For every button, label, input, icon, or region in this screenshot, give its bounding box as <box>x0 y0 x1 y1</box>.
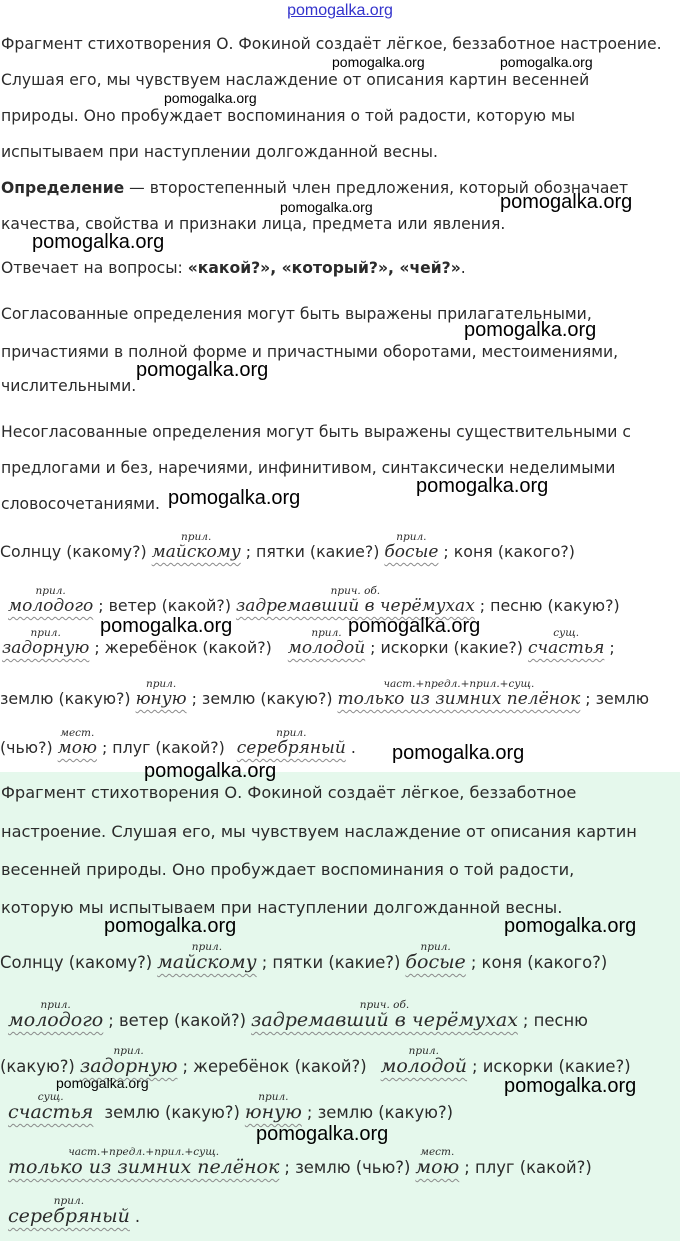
questions-prefix: Отвечает на вопросы: <box>1 259 188 277</box>
question-text: ; коня (какого?) <box>470 953 608 972</box>
agreed-line-3: числительными. <box>1 377 137 395</box>
word: молодого <box>8 1009 104 1031</box>
word: задремавший в черёмухах <box>235 596 475 616</box>
question-text: ; пятки (какие?) <box>245 542 380 561</box>
question-text: ; песню (какую?) <box>479 596 620 615</box>
word: только из зимних пелёнок <box>337 689 581 709</box>
pos-tag: прил. <box>53 1195 85 1207</box>
pos-tag: прич. об. <box>359 999 410 1011</box>
pos-tag: част.+предл.+прил.+сущ. <box>68 1146 220 1158</box>
intro-line-2: Слушая его, мы чувствуем наслаждение от описания картин весенней <box>1 71 590 89</box>
nonagreed-line-1: Несогласованные определения могут быть выражены существительными с <box>1 423 631 441</box>
definition-word <box>157 941 257 973</box>
analysis2-row-3 <box>0 1045 631 1077</box>
watermark: pomogalka.org <box>100 615 233 637</box>
analysis-row-3 <box>0 627 615 658</box>
pos-tag: прил. <box>145 678 177 690</box>
definition-word <box>236 727 346 758</box>
word: задремавший в черёмухах <box>251 1009 518 1031</box>
question-text: ; ветер (какой?) <box>108 1011 247 1030</box>
pos-tag: прил. <box>408 1045 439 1057</box>
word: молодой <box>287 638 366 658</box>
nonagreed-line-3: словосочетаниями. <box>1 495 160 513</box>
question-text: ; плуг (какой?) <box>464 1158 592 1177</box>
nonagreed-line-2: предлогами и без, наречиями, инфинитивом, синтаксически неделимыми <box>1 459 616 477</box>
definition-term: Определение <box>1 179 125 197</box>
pos-tag: част.+предл.+прил.+сущ. <box>383 678 535 690</box>
pos-tag: мест. <box>420 1146 455 1158</box>
punctuation: ; <box>609 638 615 657</box>
watermark: pomogalka.org <box>256 1123 389 1145</box>
pos-tag: прил. <box>30 627 61 639</box>
word: босые <box>384 542 439 562</box>
analysis2-row-2 <box>0 999 588 1031</box>
watermark: pomogalka.org <box>348 615 481 637</box>
analysis2-row-1 <box>0 941 608 973</box>
questions-list: «какой?», «который?», «чей?» <box>187 259 461 277</box>
question-text: ; жеребёнок (какой?) <box>182 1057 367 1076</box>
pos-tag: прил. <box>420 941 451 953</box>
pos-tag: прил. <box>181 531 212 543</box>
question-text: ; землю (какую?) <box>306 1103 454 1122</box>
definition-word <box>337 678 581 709</box>
definition-text: — второстепенный член предложения, который обозначает <box>124 179 629 197</box>
word: босые <box>405 951 466 973</box>
question-text: землю (какую?) <box>104 1103 240 1122</box>
question-text: ; плуг (какой?) <box>101 738 225 757</box>
word: серебряный <box>8 1205 130 1227</box>
pos-tag: прил. <box>396 531 427 543</box>
definition-word <box>251 999 518 1031</box>
punctuation: . <box>350 738 356 757</box>
definition-word <box>79 1045 178 1077</box>
agreed-line-1: Согласованные определения могут быть выражены прилагательными, <box>1 305 592 323</box>
analysis-row-5 <box>0 727 356 758</box>
definition-word <box>8 1195 130 1227</box>
watermark: pomogalka.org <box>464 319 597 341</box>
definition-word <box>384 531 439 562</box>
watermark: pomogalka.org <box>136 359 269 381</box>
word: молодой <box>380 1055 468 1077</box>
question-text: (какую?) <box>0 1057 75 1076</box>
definition-word <box>287 627 366 658</box>
question-text: (чью?) <box>0 738 53 757</box>
analysis2-row-4 <box>0 1091 454 1123</box>
watermark: pomogalka.org <box>144 760 277 782</box>
intro-line-1: Фрагмент стихотворения О. Фокиной создаёт лёгкое, беззаботное настроение. <box>1 35 662 53</box>
pos-tag: прил. <box>113 1045 144 1057</box>
definition-word <box>527 627 605 658</box>
definition-word <box>415 1146 460 1178</box>
pos-tag: прил. <box>40 999 71 1011</box>
site-watermark-top[interactable]: pomogalka.org <box>287 2 393 19</box>
word: мою <box>57 738 97 758</box>
word: серебряный <box>236 738 346 758</box>
definition-word <box>244 1091 302 1123</box>
pos-tag: прил. <box>258 1091 289 1103</box>
question-text: ; землю <box>585 689 650 708</box>
definition-word <box>8 585 94 616</box>
questions-line <box>1 258 466 278</box>
definition-word <box>8 1146 280 1178</box>
word: счастья <box>8 1101 94 1123</box>
question-text: землю (какую?) <box>0 689 131 708</box>
question-text: ; ветер (какой?) <box>98 596 231 615</box>
pos-tag: сущ. <box>37 1091 64 1103</box>
pos-tag: прил. <box>191 941 223 953</box>
definition-word <box>380 1045 468 1077</box>
pos-tag: прил. <box>311 627 342 639</box>
word: юную <box>244 1101 302 1123</box>
intro-line-3: природы. Оно пробуждает воспоминания о той радости, которую мы <box>1 107 576 125</box>
word: юную <box>135 689 187 709</box>
question-text: ; искорки (какие?) <box>472 1057 631 1076</box>
word: счастья <box>527 638 605 658</box>
questions-suffix: . <box>460 259 466 277</box>
intro2-line-3: весенней природы. Оно пробуждает воспоминания о той радости, <box>1 860 575 879</box>
word: молодого <box>8 596 94 616</box>
definition-word <box>8 999 104 1031</box>
pos-tag: сущ. <box>553 627 580 639</box>
agreed-line-2: причастиями в полной форме и причастными оборотами, местоимениями, <box>1 343 619 361</box>
question-text: ; искорки (какие?) <box>370 638 523 657</box>
analysis2-row-5 <box>0 1146 592 1178</box>
watermark: pomogalka.org <box>164 90 257 106</box>
question-text: ; песню <box>522 1011 588 1030</box>
intro2-line-2: настроение. Слушая его, мы чувствуем наслаждение от описания картин <box>1 822 637 841</box>
pos-tag: прич. об. <box>330 585 381 597</box>
word: задорную <box>2 638 90 658</box>
watermark: pomogalka.org <box>332 54 425 70</box>
word: майскому <box>151 542 241 562</box>
definition-word <box>8 1091 94 1123</box>
question-text: ; коня (какого?) <box>443 542 575 561</box>
intro-line-4: испытываем при наступлении долгожданной весны. <box>1 143 438 161</box>
watermark: pomogalka.org <box>168 487 301 509</box>
watermark: pomogalka.org <box>32 231 165 253</box>
analysis-row-4 <box>0 678 650 709</box>
pos-tag: прил. <box>35 585 66 597</box>
question-text: ; пятки (какие?) <box>261 953 401 972</box>
word: мою <box>415 1156 460 1178</box>
intro2-line-4: которую мы испытываем при наступлении долгожданной весны. <box>1 898 563 917</box>
question-text: ; землю (какую?) <box>191 689 333 708</box>
definition-word <box>235 585 475 616</box>
analysis-row-1 <box>0 531 575 562</box>
word: только из зимних пелёнок <box>8 1156 280 1178</box>
pos-tag: прил. <box>276 727 307 739</box>
question-text: ; жеребёнок (какой?) <box>94 638 272 657</box>
definition-word <box>57 727 97 758</box>
question-text: Солнцу (какому?) <box>0 953 153 972</box>
question-text: Солнцу (какому?) <box>0 542 147 561</box>
watermark: pomogalka.org <box>56 1075 149 1091</box>
watermark: pomogalka.org <box>280 199 373 215</box>
watermark: pomogalka.org <box>500 191 633 213</box>
watermark: pomogalka.org <box>392 742 525 764</box>
analysis2-row-6 <box>0 1195 141 1227</box>
word: задорную <box>79 1055 178 1077</box>
question-text: ; землю (чью?) <box>284 1158 411 1177</box>
definition-line-2: качества, свойства и признаки лица, предмета или явления. <box>1 215 506 233</box>
word: майскому <box>157 951 257 973</box>
watermark: pomogalka.org <box>504 915 637 937</box>
punctuation: . <box>134 1207 141 1226</box>
definition-word <box>135 678 187 709</box>
definition-word <box>405 941 466 973</box>
intro2-line-1: Фрагмент стихотворения О. Фокиной создаёт лёгкое, беззаботное <box>1 783 577 802</box>
watermark: pomogalka.org <box>416 475 549 497</box>
definition-word <box>2 627 90 658</box>
watermark: pomogalka.org <box>104 915 237 937</box>
analysis-row-2 <box>0 585 620 616</box>
watermark: pomogalka.org <box>500 54 593 70</box>
watermark: pomogalka.org <box>504 1075 637 1097</box>
pos-tag: мест. <box>60 727 95 739</box>
definition-word <box>151 531 241 562</box>
